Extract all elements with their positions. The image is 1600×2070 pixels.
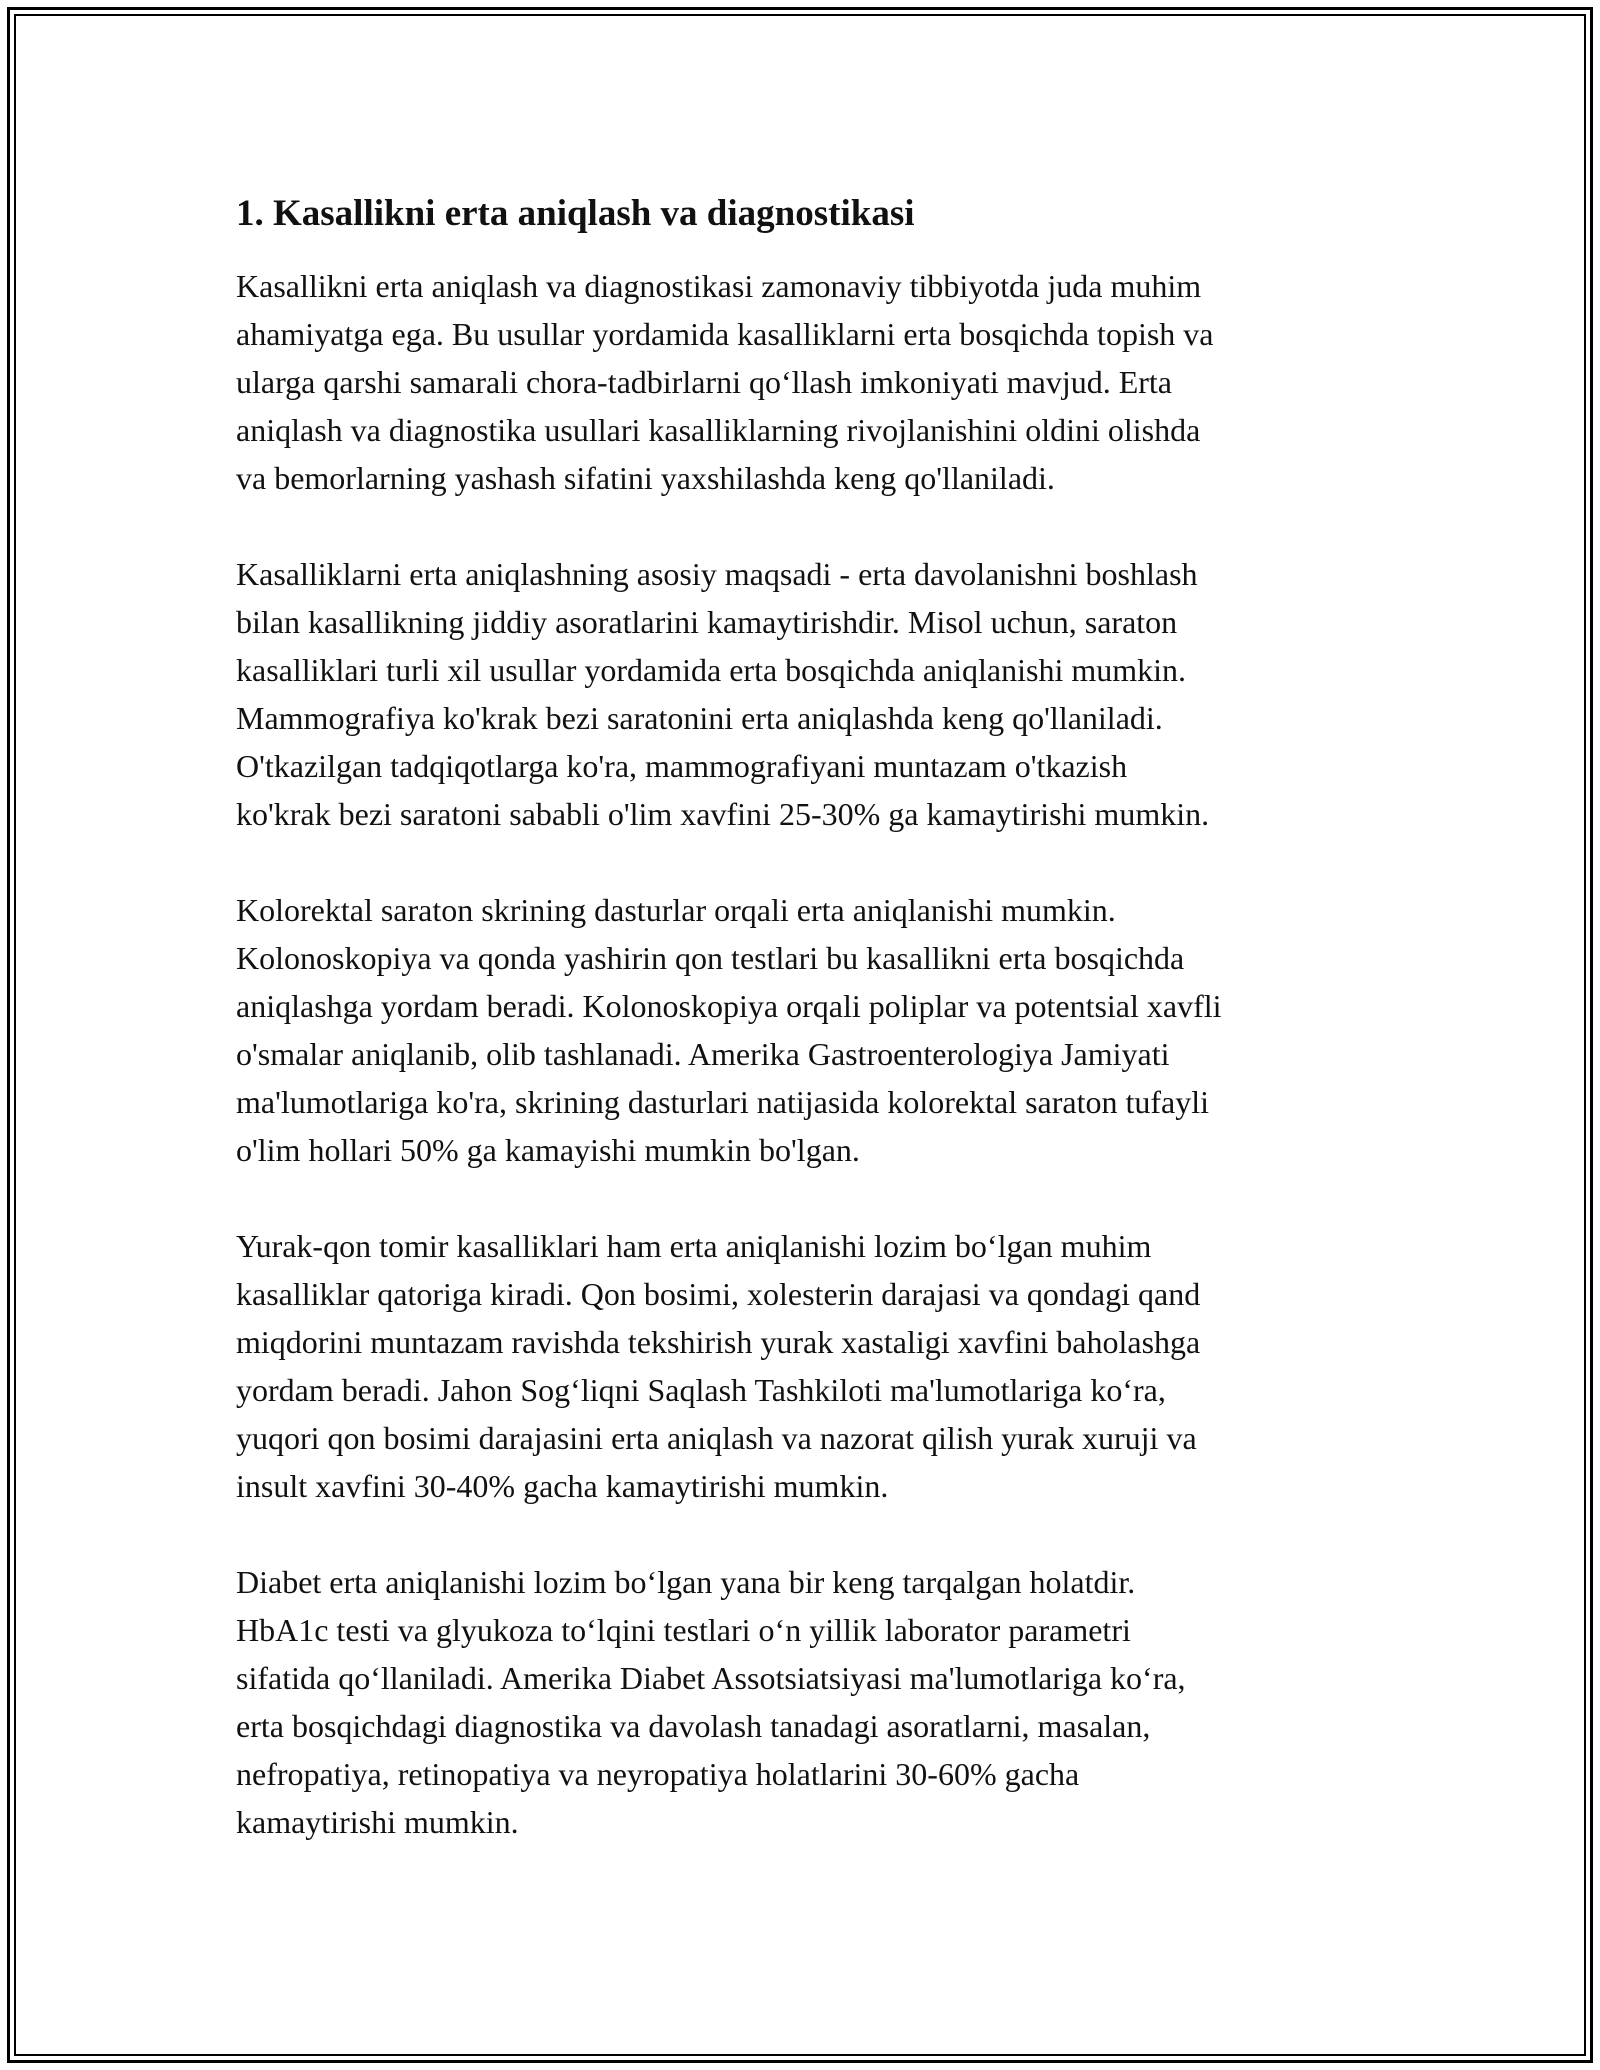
text-line: yuqori qon bosimi darajasini erta aniqlash va nazorat qilish yurak xuruji va <box>236 1420 1197 1456</box>
text-line: o'lim hollari 50% ga kamayishi mumkin bo'lgan. <box>236 1132 860 1168</box>
text-line: ahamiyatga ega. Bu usullar yordamida kasalliklarni erta bosqichda topish va <box>236 316 1214 352</box>
text-line: Kasallikni erta aniqlash va diagnostikasi zamonaviy tibbiyotda juda muhim <box>236 268 1202 304</box>
text-line: kasalliklar qatoriga kiradi. Qon bosimi, xolesterin darajasi va qondagi qand <box>236 1276 1201 1312</box>
text-line: aniqlashga yordam beradi. Kolonoskopiya orqali poliplar va potentsial xavfli <box>236 988 1222 1024</box>
text-line: Yurak-qon tomir kasalliklari ham erta aniqlanishi lozim bo‘lgan muhim <box>236 1228 1152 1264</box>
text-line: bilan kasallikning jiddiy asoratlarini kamaytirishdir. Misol uchun, saraton <box>236 604 1178 640</box>
text-line: kamaytirishi mumkin. <box>236 1804 519 1840</box>
text-line: nefropatiya, retinopatiya va neyropatiya holatlarini 30-60% gacha <box>236 1756 1080 1792</box>
text-line: Kasalliklarni erta aniqlashning asosiy maqsadi - erta davolanishni boshlash <box>236 556 1198 592</box>
text-line: Diabet erta aniqlanishi lozim bo‘lgan yana bir keng tarqalgan holatdir. <box>236 1564 1136 1600</box>
text-line: va bemorlarning yashash sifatini yaxshilashda keng qo'llaniladi. <box>236 460 1055 496</box>
text-line: Kolorektal saraton skrining dasturlar orqali erta aniqlanishi mumkin. <box>236 892 1116 928</box>
section-heading: 1. Kasallikni erta aniqlash va diagnostikasi <box>236 193 915 234</box>
paragraph-cancer <box>236 550 1376 838</box>
text-line: o'smalar aniqlanib, olib tashlanadi. Amerika Gastroenterologiya Jamiyati <box>236 1036 1170 1072</box>
text-line: Kolonoskopiya va qonda yashirin qon testlari bu kasallikni erta bosqichda <box>236 940 1185 976</box>
paragraph-cardiovascular <box>236 1222 1376 1510</box>
text-line: Mammografiya ko'krak bezi saratonini erta aniqlashda keng qo'llaniladi. <box>236 700 1163 736</box>
text-line: kasalliklari turli xil usullar yordamida erta bosqichda aniqlanishi mumkin. <box>236 652 1187 688</box>
text-line: yordam beradi. Jahon Sog‘liqni Saqlash Tashkiloti ma'lumotlariga ko‘ra, <box>236 1372 1166 1408</box>
text-line: HbA1c testi va glyukoza to‘lqini testlari o‘n yillik laborator parametri <box>236 1612 1131 1648</box>
text-line: erta bosqichdagi diagnostika va davolash tanadagi asoratlarni, masalan, <box>236 1708 1151 1744</box>
text-line: sifatida qo‘llaniladi. Amerika Diabet Assotsiatsiyasi ma'lumotlariga ko‘ra, <box>236 1660 1186 1696</box>
text-line: ko'krak bezi saratoni sababli o'lim xavfini 25-30% ga kamaytirishi mumkin. <box>236 796 1210 832</box>
paragraph-colorectal <box>236 886 1376 1174</box>
text-line: ma'lumotlariga ko'ra, skrining dasturlari natijasida kolorektal saraton tufayli <box>236 1084 1210 1120</box>
text-line: insult xavfini 30-40% gacha kamaytirishi mumkin. <box>236 1468 889 1504</box>
text-line: O'tkazilgan tadqiqotlarga ko'ra, mammografiyani muntazam o'tkazish <box>236 748 1128 784</box>
document-body <box>236 190 1376 1894</box>
text-line: miqdorini muntazam ravishda tekshirish yurak xastaligi xavfini baholashga <box>236 1324 1201 1360</box>
text-line: aniqlash va diagnostika usullari kasalliklarning rivojlanishini oldini olishda <box>236 412 1201 448</box>
paragraph-diabetes <box>236 1558 1376 1846</box>
text-line: ularga qarshi samarali chora-tadbirlarni qo‘llash imkoniyati mavjud. Erta <box>236 364 1172 400</box>
paragraph-intro <box>236 262 1376 502</box>
